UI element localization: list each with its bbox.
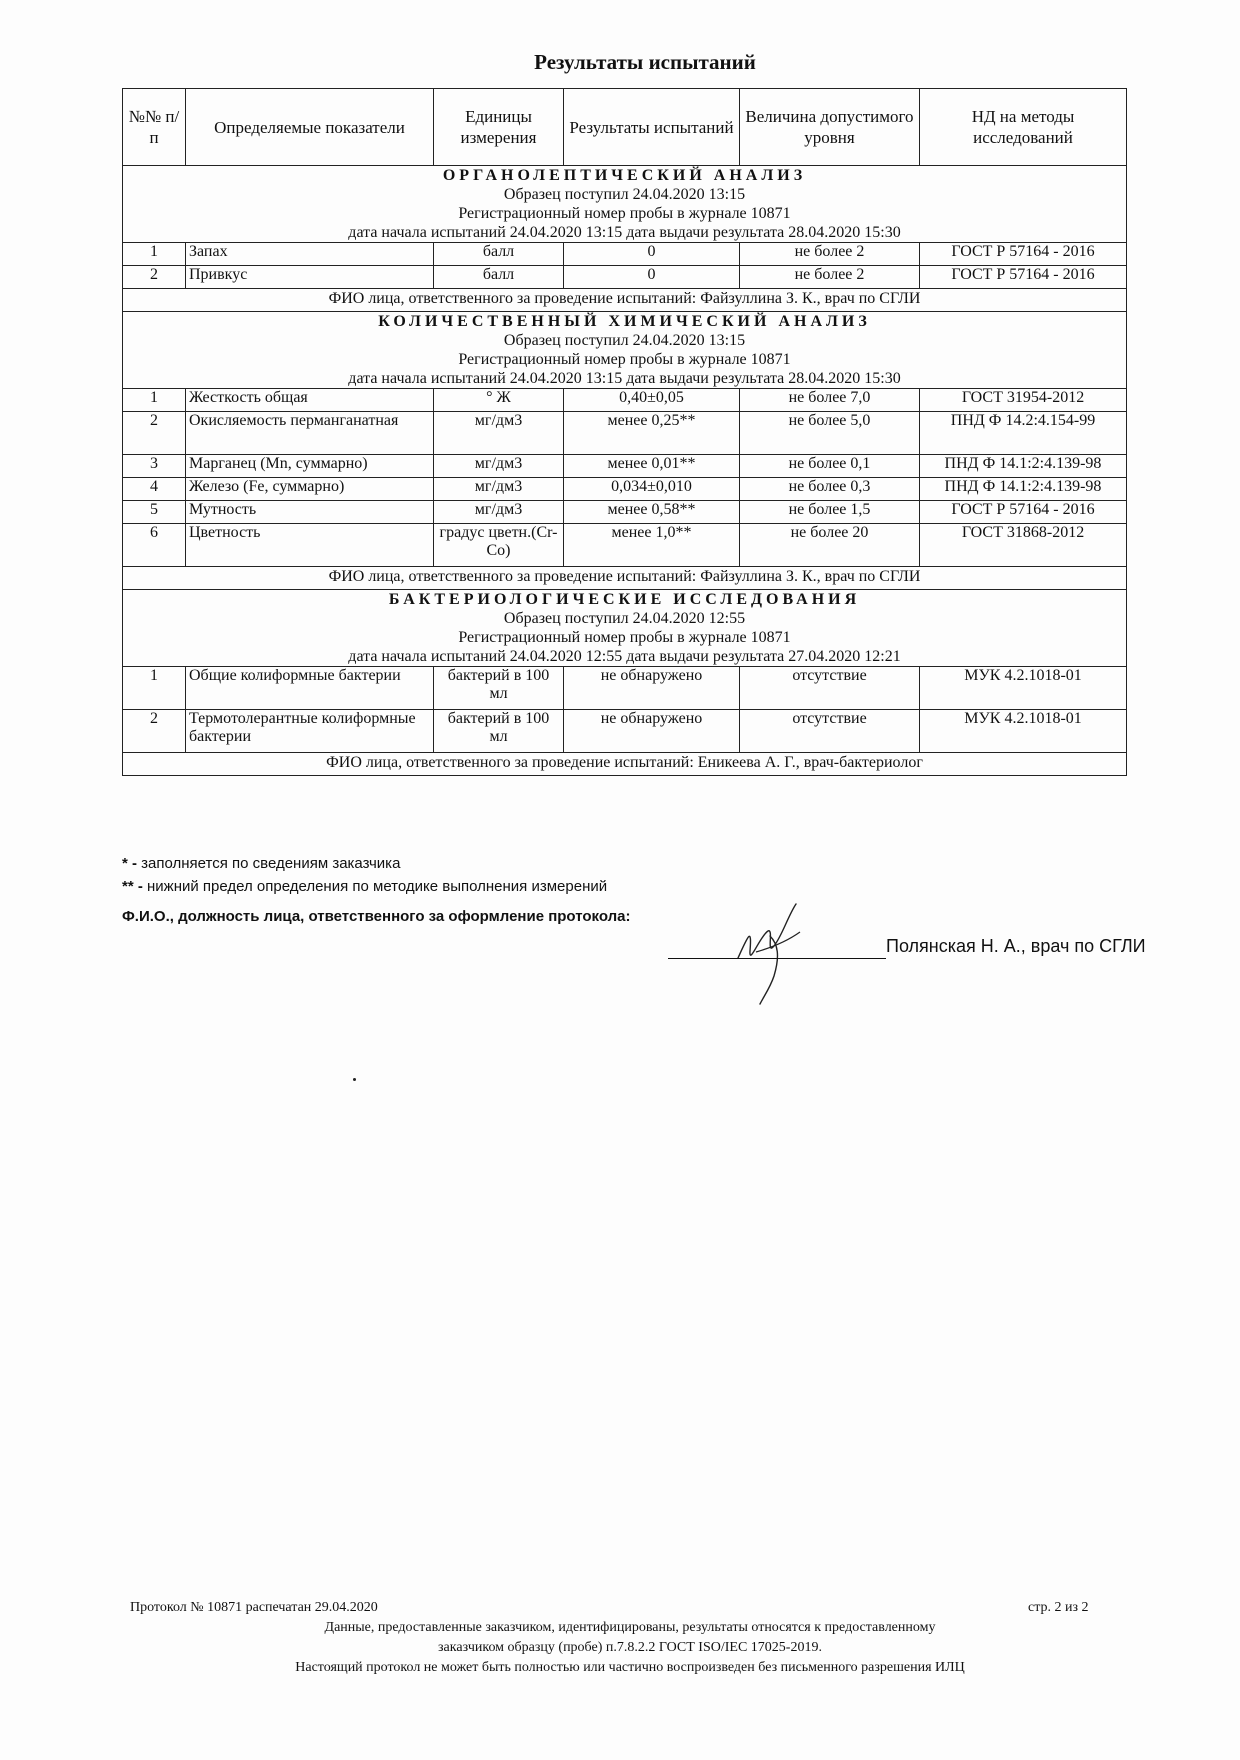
row-unit: бактерий в 100 мл <box>434 710 564 753</box>
section-title: КОЛИЧЕСТВЕННЫЙ ХИМИЧЕСКИЙ АНАЛИЗ <box>378 313 871 330</box>
row-unit: ° Ж <box>434 389 564 412</box>
signer-name: Полянская Н. А., врач по СГЛИ <box>886 936 1146 956</box>
scan-speck <box>353 1078 356 1081</box>
row-unit: мг/дм3 <box>434 501 564 524</box>
row-unit: балл <box>434 266 564 289</box>
table-row <box>123 389 1127 412</box>
footnotes <box>122 852 607 898</box>
table-row <box>123 478 1127 501</box>
test-dates: дата начала испытаний 24.04.2020 13:15 дата выдачи результата 28.04.2020 15:30 <box>348 224 901 241</box>
protocol-number: Протокол № 10871 распечатан 29.04.2020 <box>130 1600 378 1615</box>
footer-line-3: Настоящий протокол не может быть полностью или частично воспроизведен без письменного разрешения ИЛЦ <box>295 1660 965 1675</box>
page-number: стр. 2 из 2 <box>1028 1600 1089 1615</box>
row-number: 6 <box>123 524 186 567</box>
section-header <box>123 312 1127 389</box>
row-method: ГОСТ 31954-2012 <box>920 389 1127 412</box>
row-limit: отсутствие <box>740 710 920 753</box>
row-method: ПНД Ф 14.1:2:4.139-98 <box>920 478 1127 501</box>
row-result: 0,034±0,010 <box>564 478 740 501</box>
table-row <box>123 710 1127 753</box>
sample-received: Образец поступил 24.04.2020 13:15 <box>503 186 746 203</box>
row-number: 2 <box>123 266 186 289</box>
row-method: ГОСТ 31868-2012 <box>920 524 1127 567</box>
header-unit: Единицы измерения <box>434 89 564 166</box>
responsible-row <box>123 753 1127 776</box>
row-indicator: Марганец (Mn, суммарно) <box>186 455 434 478</box>
footnote-2 <box>122 875 607 898</box>
footnote-1-mark: * - <box>122 855 137 872</box>
header-result: Результаты испытаний <box>564 89 740 166</box>
sample-received: Образец поступил 24.04.2020 13:15 <box>503 332 746 349</box>
table-row <box>123 524 1127 567</box>
test-dates: дата начала испытаний 24.04.2020 13:15 дата выдачи результата 28.04.2020 15:30 <box>348 370 901 387</box>
table-row <box>123 501 1127 524</box>
section-title: ОРГАНОЛЕПТИЧЕСКИЙ АНАЛИЗ <box>442 167 807 184</box>
signature-line <box>668 958 886 959</box>
handwritten-signature <box>730 896 810 1006</box>
row-limit: не более 2 <box>740 266 920 289</box>
responsible-person: ФИО лица, ответственного за проведение испытаний: Файзуллина З. К., врач по СГЛИ <box>123 289 1127 312</box>
row-limit: не более 0,1 <box>740 455 920 478</box>
footer-line-2: заказчиком образцу (пробе) п.7.8.2.2 ГОСТ ISO/IEC 17025-2019. <box>438 1640 822 1655</box>
row-unit: мг/дм3 <box>434 455 564 478</box>
table-row <box>123 266 1127 289</box>
row-method: ПНД Ф 14.1:2:4.139-98 <box>920 455 1127 478</box>
table-row <box>123 667 1127 710</box>
responsible-row <box>123 289 1127 312</box>
responsible-row <box>123 567 1127 590</box>
page-title: Результаты испытаний <box>534 50 756 74</box>
row-number: 1 <box>123 667 186 710</box>
row-indicator: Окисляемость перманганатная <box>186 412 434 455</box>
row-number: 1 <box>123 389 186 412</box>
row-result: 0,40±0,05 <box>564 389 740 412</box>
row-indicator: Термотолерантные колиформные бактерии <box>186 710 434 753</box>
row-limit: не более 2 <box>740 243 920 266</box>
row-result: менее 0,01** <box>564 455 740 478</box>
row-limit: не более 7,0 <box>740 389 920 412</box>
row-limit: отсутствие <box>740 667 920 710</box>
test-dates: дата начала испытаний 24.04.2020 12:55 дата выдачи результата 27.04.2020 12:21 <box>348 648 901 665</box>
table-row <box>123 412 1127 455</box>
footnote-1 <box>122 852 607 875</box>
row-result: не обнаружено <box>564 667 740 710</box>
row-result: 0 <box>564 266 740 289</box>
row-result: 0 <box>564 243 740 266</box>
footnote-2-text: нижний предел определения по методике выполнения измерений <box>142 878 608 895</box>
row-limit: не более 20 <box>740 524 920 567</box>
footnote-2-mark: ** - <box>122 878 143 895</box>
registration-number: Регистрационный номер пробы в журнале 10871 <box>458 205 791 222</box>
row-method: ПНД Ф 14.2:4.154-99 <box>920 412 1127 455</box>
row-indicator: Общие колиформные бактерии <box>186 667 434 710</box>
row-number: 5 <box>123 501 186 524</box>
header-number: №№ п/п <box>123 89 186 166</box>
row-limit: не более 5,0 <box>740 412 920 455</box>
row-indicator: Цветность <box>186 524 434 567</box>
row-method: МУК 4.2.1018-01 <box>920 710 1127 753</box>
row-indicator: Жесткость общая <box>186 389 434 412</box>
row-result: менее 0,58** <box>564 501 740 524</box>
row-indicator: Привкус <box>186 266 434 289</box>
page-footer <box>0 1598 1240 1678</box>
section-header <box>123 590 1127 667</box>
header-indicator: Определяемые показатели <box>186 89 434 166</box>
row-indicator: Железо (Fe, суммарно) <box>186 478 434 501</box>
footnote-1-text: заполняется по сведениям заказчика <box>137 855 401 872</box>
row-result: менее 0,25** <box>564 412 740 455</box>
header-limit: Величина допустимого уровня <box>740 89 920 166</box>
results-table <box>122 88 1127 776</box>
row-unit: мг/дм3 <box>434 478 564 501</box>
row-unit: бактерий в 100 мл <box>434 667 564 710</box>
footer-line-1: Данные, предоставленные заказчиком, идентифицированы, результаты относятся к предоставленному <box>324 1620 936 1635</box>
sample-received: Образец поступил 24.04.2020 12:55 <box>503 610 746 627</box>
section-header <box>123 166 1127 243</box>
row-number: 1 <box>123 243 186 266</box>
section-title: БАКТЕРИОЛОГИЧЕСКИЕ ИССЛЕДОВАНИЯ <box>388 591 861 608</box>
table-row <box>123 243 1127 266</box>
row-method: ГОСТ Р 57164 - 2016 <box>920 501 1127 524</box>
row-indicator: Мутность <box>186 501 434 524</box>
row-number: 4 <box>123 478 186 501</box>
signature-label: Ф.И.О., должность лица, ответственного за оформление протокола: <box>122 908 631 925</box>
table-header-row <box>123 89 1127 166</box>
row-limit: не более 1,5 <box>740 501 920 524</box>
row-number: 3 <box>123 455 186 478</box>
row-indicator: Запах <box>186 243 434 266</box>
row-method: ГОСТ Р 57164 - 2016 <box>920 243 1127 266</box>
row-method: МУК 4.2.1018-01 <box>920 667 1127 710</box>
row-number: 2 <box>123 412 186 455</box>
row-limit: не более 0,3 <box>740 478 920 501</box>
responsible-person: ФИО лица, ответственного за проведение испытаний: Файзуллина З. К., врач по СГЛИ <box>123 567 1127 590</box>
row-result: менее 1,0** <box>564 524 740 567</box>
registration-number: Регистрационный номер пробы в журнале 10871 <box>458 351 791 368</box>
row-method: ГОСТ Р 57164 - 2016 <box>920 266 1127 289</box>
header-method: НД на методы исследований <box>920 89 1127 166</box>
registration-number: Регистрационный номер пробы в журнале 10871 <box>458 629 791 646</box>
row-unit: мг/дм3 <box>434 412 564 455</box>
responsible-person: ФИО лица, ответственного за проведение испытаний: Еникеева А. Г., врач-бактериолог <box>123 753 1127 776</box>
row-number: 2 <box>123 710 186 753</box>
table-row <box>123 455 1127 478</box>
row-unit: балл <box>434 243 564 266</box>
row-result: не обнаружено <box>564 710 740 753</box>
row-unit: градус цветн.(Cr-Co) <box>434 524 564 567</box>
